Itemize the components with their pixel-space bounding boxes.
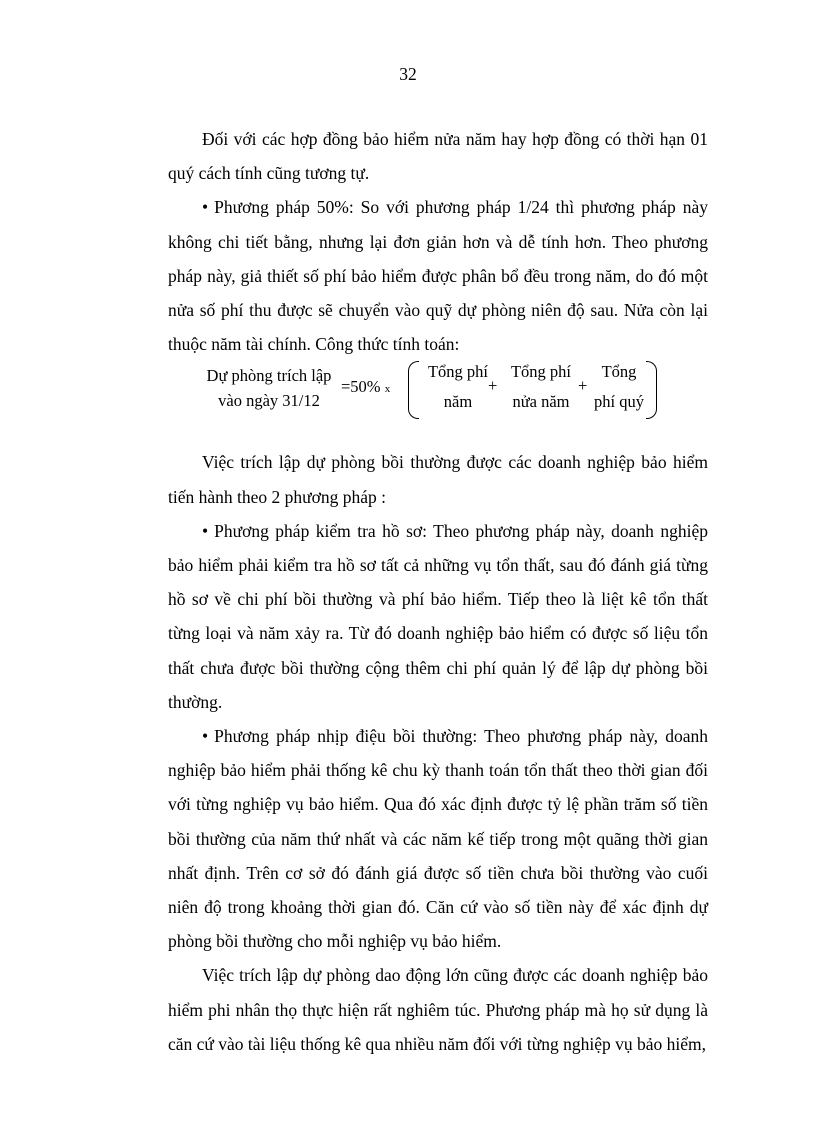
formula-term-quarter — [588, 357, 650, 417]
left-bracket-icon — [408, 361, 419, 419]
formula-plus-2: + — [578, 376, 588, 396]
formula-lhs — [200, 363, 338, 413]
bullet-icon: • — [202, 520, 209, 541]
paragraph-claims-rhythm-text: Phương pháp nhịp điệu bồi thường: Theo phương pháp này, doanh nghiệp bảo hiểm phải thống kê chu kỳ thanh toán tổn thất theo thời gian đối với từng nghiệp vụ bảo hiểm. Qua đó xác định được tỷ lệ phần trăm số tiền bồi thường của năm thứ nhất và các năm kế tiếp trong một quãng thời gian nhất định. Trên cơ sở đó đánh giá được số tiền chưa bồi thường vào cuối niên độ trong khoảng thời gian đó. Căn cứ vào số tiền này để xác định dự phòng bồi thường cho mỗi nghiệp vụ bảo hiểm. — [168, 726, 708, 952]
reserve-formula — [168, 361, 708, 445]
term-half-year-line1: Tổng phí — [510, 362, 572, 382]
bullet-icon: • — [202, 726, 209, 747]
formula-lhs-line2: vào ngày 31/12 — [218, 391, 320, 411]
paragraph-claims-rhythm — [168, 719, 708, 958]
document-body — [168, 122, 708, 1061]
paragraph-method-50-text: Phương pháp 50%: So với phương pháp 1/24 thì phương pháp này không chi tiết bằng, nhưng lại đơn giản hơn và dễ tính hơn. Theo phương pháp này, giả thiết số phí bảo hiểm được phân bổ đều trong năm, do đó một nửa số phí thu được sẽ chuyển vào quỹ dự phòng niên độ sau. Nửa còn lại thuộc năm tài chính. Công thức tính toán: — [168, 197, 708, 355]
paragraph-file-review-text: Phương pháp kiểm tra hồ sơ: Theo phương pháp này, doanh nghiệp bảo hiểm phải kiểm tra hồ sơ tất cả những vụ tổn thất, sau đó đánh giá từng hồ sơ về chi phí bồi thường và phí bảo hiểm. Tiếp theo là liệt kê tổn thất từng loại và năm xảy ra. Từ đó doanh nghiệp bảo hiểm có được số liệu tổn thất chưa được bồi thường cộng thêm chi phí quản lý để lập dự phòng bồi thường. — [168, 520, 708, 712]
right-bracket-icon — [646, 361, 657, 419]
term-quarter-line2: phí quý — [594, 392, 644, 412]
paragraph-fluctuation-reserve: Việc trích lập dự phòng dao động lớn cũng được các doanh nghiệp bảo hiểm phi nhân thọ thực hiện rất nghiêm túc. Phương pháp mà họ sử dụng là căn cứ vào tài liệu thống kê qua nhiều năm đối với từng nghiệp vụ bảo hiểm, — [168, 965, 708, 1054]
term-half-year-line2: nửa năm — [512, 392, 570, 412]
term-annual-line2: năm — [443, 392, 473, 412]
term-quarter-line1: Tổng — [601, 362, 637, 382]
formula-equals-text: =50% — [341, 377, 381, 397]
formula-term-annual — [422, 357, 494, 417]
paragraph-file-review — [168, 514, 708, 719]
formula-plus-1: + — [488, 376, 498, 396]
formula-equals — [341, 376, 390, 400]
paragraph-half-year: Đối với các hợp đồng bảo hiểm nửa năm hay hợp đồng có thời hạn 01 quý cách tính cũng tương tự. — [168, 129, 708, 184]
formula-times: x — [384, 383, 391, 396]
formula-term-half-year — [502, 357, 580, 417]
paragraph-method-50 — [168, 190, 708, 361]
formula-lhs-line1: Dự phòng trích lập — [206, 366, 332, 386]
paragraph-claims-reserve: Việc trích lập dự phòng bồi thường được các doanh nghiệp bảo hiểm tiến hành theo 2 phương pháp : — [168, 452, 708, 507]
bullet-icon: • — [202, 197, 209, 218]
page-number: 32 — [399, 64, 417, 84]
term-annual-line1: Tổng phí — [427, 362, 489, 382]
